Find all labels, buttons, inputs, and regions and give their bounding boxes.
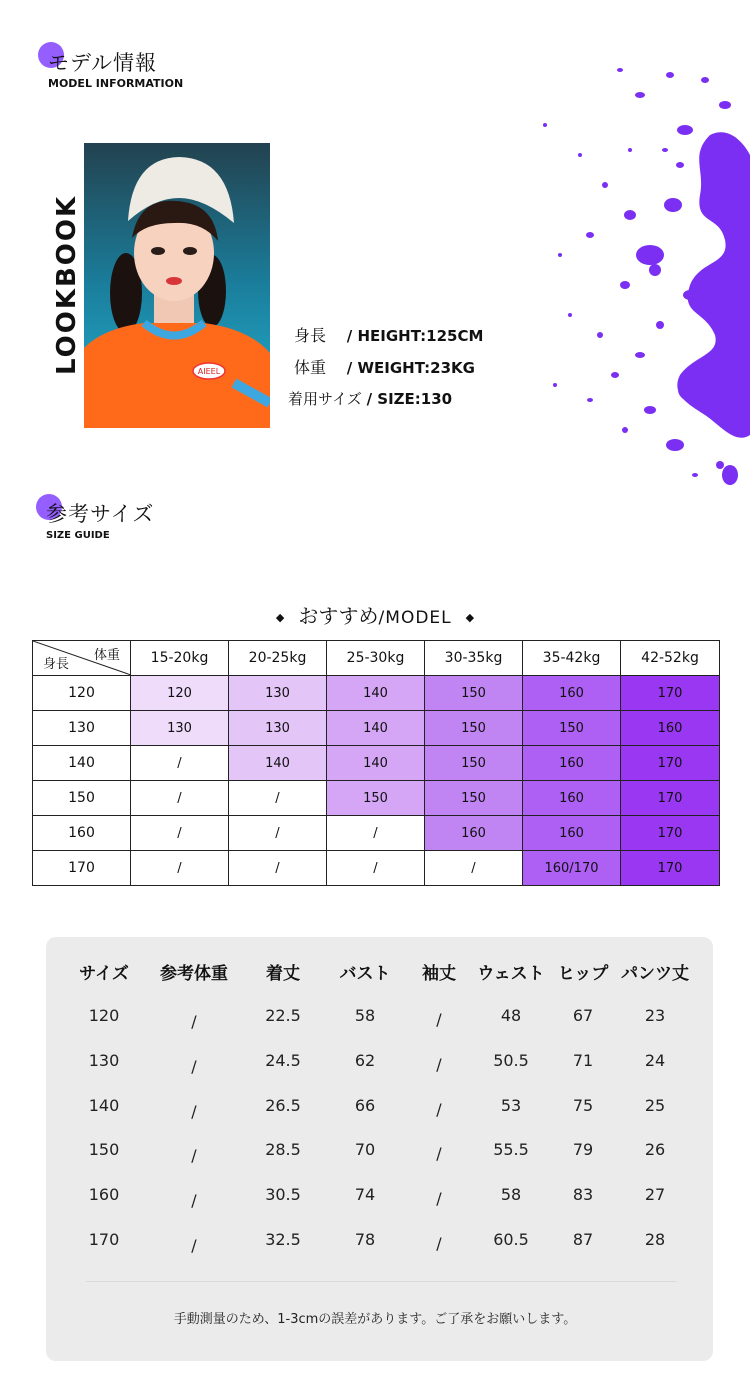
- size-guide-cell: 71: [572, 1051, 594, 1070]
- model-photo: [84, 143, 270, 428]
- weight-column-header: 30-35kg: [425, 641, 523, 676]
- size-section-subtitle: SIZE GUIDE: [46, 530, 110, 541]
- size-guide-cell: 120: [88, 1006, 120, 1025]
- size-guide-cell: 60.5: [493, 1230, 529, 1249]
- size-guide-cell: 24.5: [265, 1051, 301, 1070]
- size-guide-header: サイズ: [79, 964, 129, 984]
- size-guide-cell: /: [191, 1191, 197, 1210]
- diamond-icon: ◆: [275, 611, 285, 624]
- recommend-row: [33, 746, 720, 781]
- recommend-cell: /: [229, 781, 327, 816]
- height-row-header: 160: [33, 816, 131, 851]
- measurement-note: 手動測量のため、1-3cmの誤差があります。ご了承をお願いします。: [173, 1312, 577, 1327]
- recommend-cell: 160: [621, 711, 720, 746]
- recommend-cell: /: [327, 851, 425, 886]
- size-guide-cell: 55.5: [493, 1140, 529, 1159]
- size-guide-cell: 160: [88, 1185, 120, 1204]
- model-weight-row: [288, 352, 483, 384]
- weight-column-header: 15-20kg: [131, 641, 229, 676]
- size-guide-cell: /: [191, 1057, 197, 1076]
- model-section-subtitle: MODEL INFORMATION: [48, 77, 184, 90]
- size-guide-header: ヒップ: [557, 964, 609, 984]
- recommend-title-en: /MODEL: [378, 608, 452, 628]
- recommend-title: [0, 600, 750, 629]
- recommend-cell: 160: [523, 781, 621, 816]
- recommend-cell: /: [229, 816, 327, 851]
- size-label: 着用サイズ: [288, 390, 362, 408]
- recommend-cell: 170: [621, 746, 720, 781]
- size-guide-cell: 62: [354, 1051, 376, 1070]
- svg-text:AIEEL: AIEEL: [197, 367, 221, 376]
- model-size-row: [288, 384, 483, 415]
- size-guide-header: 袖丈: [422, 964, 456, 984]
- height-row-header: 120: [33, 676, 131, 711]
- size-value: / SIZE:130: [366, 390, 453, 408]
- corner-height-label: 身長: [43, 657, 70, 672]
- recommend-cell: 150: [425, 746, 523, 781]
- recommend-cell: /: [425, 851, 523, 886]
- size-guide-cell: 23: [644, 1006, 666, 1025]
- weight-column-header: 25-30kg: [327, 641, 425, 676]
- size-guide-cell: 70: [354, 1140, 376, 1159]
- size-guide-cell: 53: [500, 1096, 522, 1115]
- recommend-row: [33, 711, 720, 746]
- weight-column-header: 20-25kg: [229, 641, 327, 676]
- diamond-icon: ◆: [465, 611, 475, 624]
- recommend-row: [33, 851, 720, 886]
- size-guide-cell: 83: [572, 1185, 594, 1204]
- recommend-cell: 150: [425, 781, 523, 816]
- model-illustration: [84, 143, 270, 428]
- recommend-table: [32, 640, 720, 886]
- size-guide-cell: /: [436, 1010, 442, 1029]
- recommend-cell: 150: [425, 676, 523, 711]
- height-row-header: 130: [33, 711, 131, 746]
- height-row-header: 150: [33, 781, 131, 816]
- size-guide-cell: /: [436, 1100, 442, 1119]
- size-guide-cell: /: [436, 1144, 442, 1163]
- size-guide-header: 着丈: [266, 964, 300, 984]
- size-guide-cell: /: [191, 1012, 197, 1031]
- recommend-cell: 140: [327, 746, 425, 781]
- size-guide-cell: 66: [354, 1096, 376, 1115]
- model-section-title: モデル情報: [48, 51, 157, 75]
- size-guide-cell: /: [436, 1055, 442, 1074]
- size-guide-cell: /: [191, 1236, 197, 1255]
- recommend-cell: 150: [425, 711, 523, 746]
- recommend-row: [33, 781, 720, 816]
- size-guide-cell: 58: [500, 1185, 522, 1204]
- paint-splatter-decoration: [530, 55, 750, 495]
- recommend-cell: 160: [523, 676, 621, 711]
- recommend-cell: 150: [327, 781, 425, 816]
- recommend-header-row: [33, 641, 720, 676]
- size-guide-cell: 22.5: [265, 1006, 301, 1025]
- height-value: / HEIGHT:125CM: [346, 327, 484, 345]
- recommend-cell: 150: [523, 711, 621, 746]
- model-height-row: [288, 320, 483, 352]
- recommend-cell: 160: [523, 816, 621, 851]
- weight-label: 体重: [294, 358, 327, 377]
- recommend-cell: /: [327, 816, 425, 851]
- recommend-cell: 130: [229, 711, 327, 746]
- recommend-cell: /: [131, 746, 229, 781]
- size-guide-cell: 140: [88, 1096, 120, 1115]
- size-guide-card: [46, 937, 713, 1361]
- size-guide-header: パンツ丈: [621, 964, 689, 984]
- size-guide-cell: 48: [500, 1006, 522, 1025]
- height-row-header: 140: [33, 746, 131, 781]
- recommend-cell: 170: [621, 851, 720, 886]
- recommend-cell: 130: [229, 676, 327, 711]
- size-guide-cell: 27: [644, 1185, 666, 1204]
- weight-column-header: 42-52kg: [621, 641, 720, 676]
- size-guide-cell: 78: [354, 1230, 376, 1249]
- recommend-cell: 120: [131, 676, 229, 711]
- size-guide-cell: 26: [644, 1140, 666, 1159]
- size-guide-cell: 74: [354, 1185, 376, 1204]
- size-guide-cell: /: [191, 1146, 197, 1165]
- height-label: 身長: [294, 326, 327, 345]
- recommend-cell: 160: [425, 816, 523, 851]
- recommend-cell: /: [229, 851, 327, 886]
- size-guide-cell: 87: [572, 1230, 594, 1249]
- size-guide-cell: 25: [644, 1096, 666, 1115]
- recommend-cell: 140: [327, 676, 425, 711]
- size-guide-cell: 28.5: [265, 1140, 301, 1159]
- recommend-cell: 140: [327, 711, 425, 746]
- size-guide-cell: 30.5: [265, 1185, 301, 1204]
- recommend-cell: /: [131, 816, 229, 851]
- size-guide-cell: 58: [354, 1006, 376, 1025]
- size-guide-cell: 79: [572, 1140, 594, 1159]
- size-guide-cell: /: [436, 1189, 442, 1208]
- recommend-cell: 160: [523, 746, 621, 781]
- divider: [86, 1281, 676, 1282]
- recommend-cell: 170: [621, 816, 720, 851]
- size-guide-cell: 32.5: [265, 1230, 301, 1249]
- recommend-cell: 170: [621, 676, 720, 711]
- recommend-row: [33, 676, 720, 711]
- size-guide-cell: 28: [644, 1230, 666, 1249]
- size-guide-header: ウェスト: [477, 964, 545, 984]
- table-corner-cell: [33, 641, 131, 676]
- recommend-cell: 130: [131, 711, 229, 746]
- recommend-row: [33, 816, 720, 851]
- size-guide-cell: /: [191, 1102, 197, 1121]
- size-guide-cell: 26.5: [265, 1096, 301, 1115]
- recommend-cell: 140: [229, 746, 327, 781]
- size-guide-cell: 50.5: [493, 1051, 529, 1070]
- corner-weight-label: 体重: [93, 648, 120, 663]
- size-guide-header: 参考体重: [160, 964, 228, 984]
- size-guide-cell: 24: [644, 1051, 666, 1070]
- size-guide-cell: 130: [88, 1051, 120, 1070]
- recommend-cell: /: [131, 781, 229, 816]
- size-guide-cell: 150: [88, 1140, 120, 1159]
- size-guide-cell: 67: [572, 1006, 594, 1025]
- size-section-title: 参考サイズ: [46, 502, 155, 526]
- size-guide-header: バスト: [339, 964, 391, 984]
- lookbook-vertical-text: LOOKBOOK: [52, 194, 82, 376]
- model-stats: [288, 320, 483, 415]
- height-row-header: 170: [33, 851, 131, 886]
- recommend-cell: 170: [621, 781, 720, 816]
- weight-column-header: 35-42kg: [523, 641, 621, 676]
- recommend-cell: 160/170: [523, 851, 621, 886]
- recommend-cell: /: [131, 851, 229, 886]
- recommend-title-jp: おすすめ: [298, 604, 379, 628]
- size-guide-cell: 75: [572, 1096, 594, 1115]
- size-guide-cell: /: [436, 1234, 442, 1253]
- size-guide-cell: 170: [88, 1230, 120, 1249]
- weight-value: / WEIGHT:23KG: [346, 359, 475, 377]
